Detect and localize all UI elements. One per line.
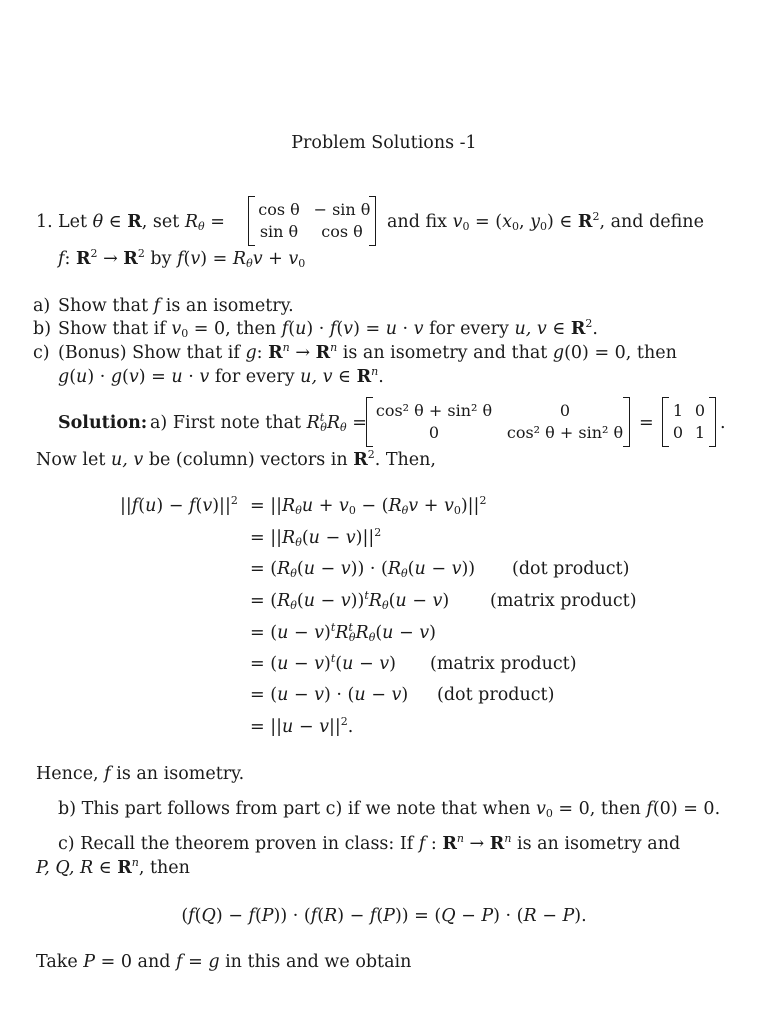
derivation-note: (matrix product) (490, 591, 637, 611)
matrix-cell: 0 (428, 423, 440, 442)
part-c-solution-cont: P, Q, R ∈ $R^n$, then (36, 856, 190, 878)
product-matrix (366, 397, 630, 447)
problem-line1-start: Let θ ∈ R, set $R_\theta$ = (58, 212, 225, 233)
derivation-step: = (u − v) · (u − v) (250, 685, 409, 705)
part-text: (Bonus) Show that if g: $R^n \to R^n$ is an isometry and that g(0) = 0, then (58, 341, 677, 363)
page-title: Problem Solutions -1 (291, 133, 477, 153)
solution-heading: Solution: (58, 413, 148, 433)
rotation-matrix (248, 196, 376, 246)
now-line: Now let u, v be (column) vectors in $R^2$. Then, (36, 448, 436, 470)
part-text: Show that if $v_0 = 0$, then f(u) · f(v) = u · v for every u, v ∈ $R^2$. (58, 317, 598, 340)
matrix-cell: 1 (694, 423, 706, 442)
derivation-step: = $(u - v)^t(u - v)$ (250, 652, 396, 674)
theorem-equation: (f(Q) − f(P)) · (f(R) − f(P)) = (Q − P) · (R − P). (181, 906, 587, 926)
derivation-step: = $||R_\theta u + v_0 - (R_\theta v + v_0)||^2$ (250, 494, 487, 517)
derivation-note: (dot product) (437, 685, 555, 705)
matrix-cell: 0 (672, 423, 684, 442)
matrix-cell: 1 (672, 401, 684, 420)
matrix-cell: cos θ (321, 222, 363, 241)
matrix-cell: cos² θ + sin² θ (506, 423, 624, 442)
problem-line2: f: $R^2 \to R^2$ by $f(v) = R_\theta v + v_0$ (58, 247, 306, 270)
problem-number: 1. (36, 212, 53, 232)
part-label: c) (33, 343, 50, 363)
final-line: Take P = 0 and f = g in this and we obtain (36, 952, 412, 972)
derivation-note: (matrix product) (430, 654, 577, 674)
identity-matrix (662, 397, 716, 447)
matrix-cell: − sin θ (313, 200, 371, 219)
hence-line: Hence, f is an isometry. (36, 764, 245, 784)
matrix-cell: cos θ (258, 200, 300, 219)
derivation-step: = $||u - v||^2$. (250, 715, 354, 737)
period: . (720, 413, 726, 433)
matrix-cell: sin θ (259, 222, 299, 241)
matrix-cell: 0 (559, 401, 571, 420)
part-label: a) (33, 296, 51, 316)
equals-sign: = (639, 413, 654, 433)
derivation-step: = $||R_\theta(u - v)||^2$ (250, 526, 382, 549)
derivation-step: = $(R_\theta(u - v)) \cdot (R_\theta(u - v))$ (250, 559, 476, 580)
solution-intro: a) First note that $R^t_\theta R_\theta$ = (150, 411, 367, 434)
derivation-note: (dot product) (512, 559, 630, 579)
derivation-step: = $(R_\theta(u - v))^tR_\theta(u - v)$ (250, 589, 450, 612)
derivation-step: = $(u - v)^tR^t_\theta R_\theta(u - v)$ (250, 621, 436, 644)
problem-line1-end: and fix $v_0 = (x_0$, $y_0$) ∈ $R^2$, and define (387, 210, 704, 233)
part-text: g(u) · g(v) = u · v for every u, v ∈ $R^n$. (58, 365, 384, 387)
part-label: b) (33, 319, 52, 339)
part-text: Show that f is an isometry. (58, 296, 294, 316)
part-b-solution: b) This part follows from part c) if we note that when $v_0 = 0$, then f(0) = 0. (58, 799, 721, 820)
matrix-cell: 0 (694, 401, 706, 420)
matrix-cell: cos² θ + sin² θ (375, 401, 493, 420)
part-c-solution: c) Recall the theorem proven in class: If f : $R^n \to R^n$ is an isometry and (58, 832, 681, 854)
derivation-lhs: $||f(u) - f(v)||^2$ (120, 494, 238, 516)
